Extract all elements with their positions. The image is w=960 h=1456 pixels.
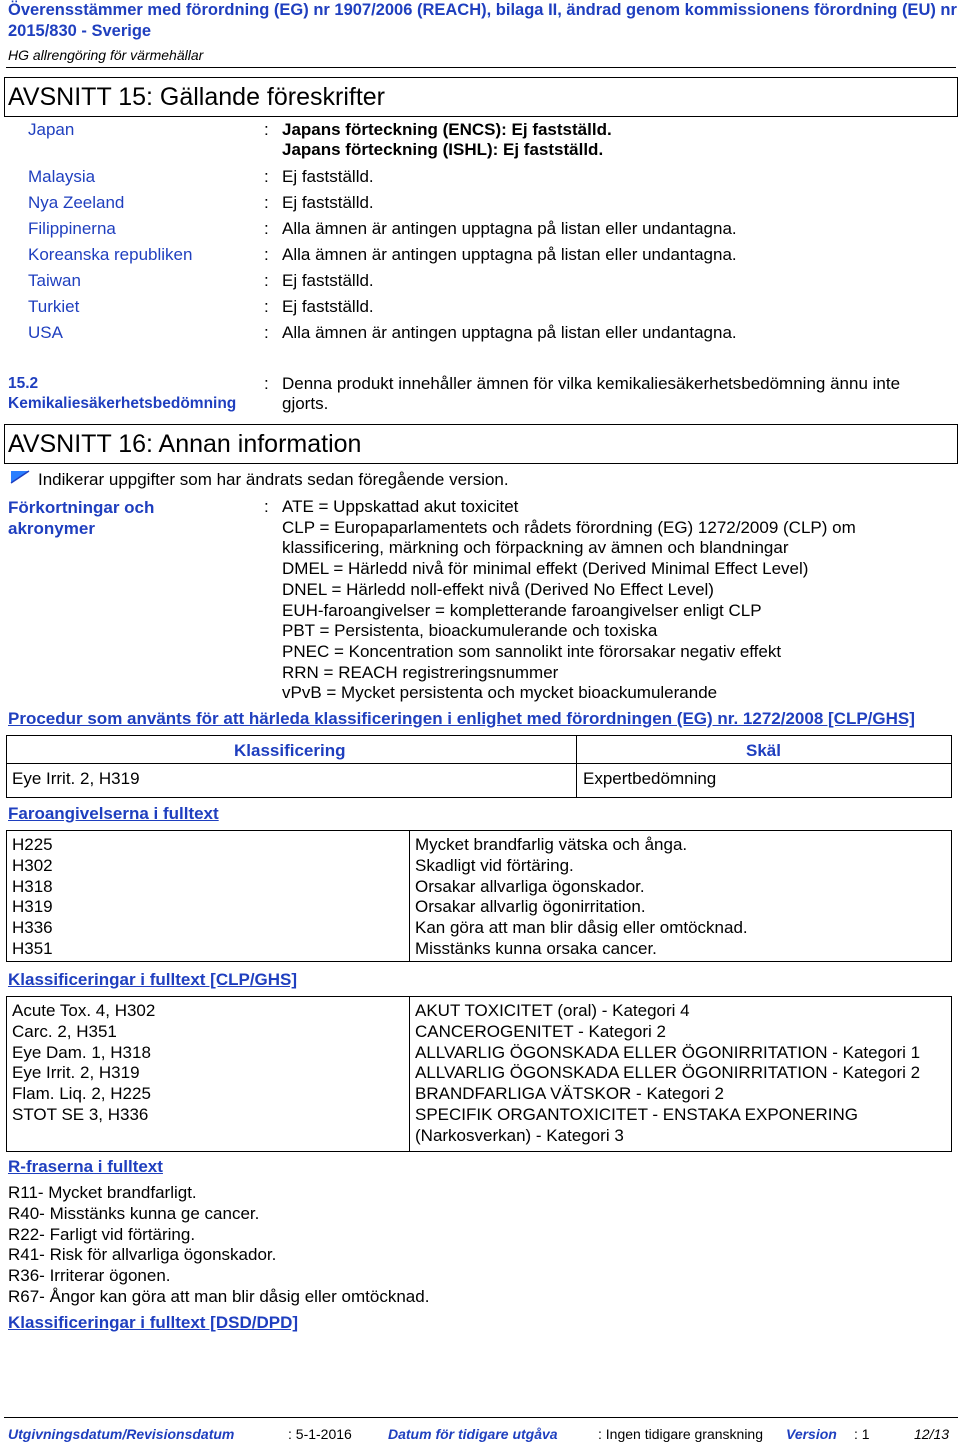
colon: : xyxy=(264,193,269,212)
clp-codes-list xyxy=(12,1001,155,1126)
h-code: H318 xyxy=(12,876,53,896)
abbreviation-item: PBT = Persistenta, bioackumulerande och toxiska xyxy=(282,621,658,641)
abbreviations-label-line1: Förkortningar och xyxy=(8,498,155,517)
row-label-taiwan: Taiwan xyxy=(28,271,81,290)
abbreviation-item: CLP = Europaparlamentets och rådets förordning (EG) 1272/2009 (CLP) om xyxy=(282,517,856,537)
row-label-turkey: Turkiet xyxy=(28,297,80,316)
clp-text: ALLVARLIG ÖGONSKADA ELLER ÖGONIRRITATION - Kategori 1 xyxy=(415,1042,921,1062)
h-text: Orsakar allvarlig ögonirritation. xyxy=(415,897,646,917)
colon: : xyxy=(264,219,269,238)
row-label-philippines: Filippinerna xyxy=(28,219,116,238)
h-text: Orsakar allvarliga ögonskador. xyxy=(415,876,645,896)
document-header-title: Överensstämmer med förordning (EG) nr 1907/2006 (REACH), bilaga II, ändrad genom kommissionens förordning (EU) nr 2015/830 - Sverige xyxy=(8,1,957,40)
row-label-new-zealand: Nya Zeeland xyxy=(28,193,125,212)
colon: : xyxy=(264,497,269,516)
clp-text: SPECIFIK ORGANTOXICITET - ENSTAKA EXPONERING xyxy=(415,1104,859,1124)
footer-prev-label: Datum för tidigare utgåva xyxy=(388,1426,558,1442)
assessment-title: Kemikaliesäkerhetsbedömning xyxy=(8,395,237,412)
colon: : xyxy=(264,374,269,393)
footer-version-label: Version xyxy=(786,1426,837,1442)
h-text: Skadligt vid förtäring. xyxy=(415,855,574,875)
clp-code: Flam. Liq. 2, H225 xyxy=(12,1084,151,1104)
abbreviation-item: DNEL = Härledd noll-effekt nivå (Derived No Effect Level) xyxy=(282,579,714,599)
section-15-title: AVSNITT 15: Gällande föreskrifter xyxy=(8,83,386,111)
abbreviations-label-line2: akronymer xyxy=(8,519,95,538)
clp-code: Acute Tox. 4, H302 xyxy=(12,1001,156,1020)
abbreviation-item: DMEL = Härledd nivå för minimal effekt (Derived Minimal Effect Level) xyxy=(282,559,809,579)
colon: : xyxy=(264,167,269,186)
h-statements-heading: Faroangivelserna i fulltext xyxy=(8,804,219,823)
h-text: Misstänks kunna orsaka cancer. xyxy=(415,938,657,958)
abbreviation-item: vPvB = Mycket persistenta och mycket bioackumulerande xyxy=(282,683,718,703)
h-texts-list xyxy=(415,835,748,960)
row-label-korea: Koreanska republiken xyxy=(28,245,193,264)
clp-code: Eye Irrit. 2, H319 xyxy=(12,1063,140,1083)
footer-prev-value: : Ingen tidigare granskning xyxy=(598,1426,763,1442)
row-value-new-zealand: Ej fastställd. xyxy=(282,193,374,212)
classification-table xyxy=(6,735,952,798)
h-text: Mycket brandfarlig vätska och ånga. xyxy=(415,835,688,854)
h-code: H336 xyxy=(12,918,53,938)
clp-text: (Narkosverkan) - Kategori 3 xyxy=(415,1125,624,1145)
h-text: Kan göra att man blir dåsig eller omtöcknad. xyxy=(415,918,748,938)
colon: : xyxy=(264,120,269,139)
colon: : xyxy=(264,271,269,290)
assessment-value-line1: Denna produkt innehåller ämnen för vilka kemikaliesäkerhetsbedömning ännu inte xyxy=(282,374,901,393)
abbreviations-label xyxy=(8,497,154,539)
clp-table xyxy=(6,996,952,1152)
row-label-usa: USA xyxy=(28,323,63,342)
row-value-japan: Japans förteckning (ENCS): Ej fastställd. xyxy=(282,120,612,139)
r-phrase: R40- Misstänks kunna ge cancer. xyxy=(8,1203,260,1223)
product-name: HG allrengöring för värmehällar xyxy=(8,47,204,63)
h-codes-list xyxy=(12,835,53,960)
footer-page-number: 12/13 xyxy=(914,1426,950,1442)
abbreviation-item: PNEC = Koncentration som sannolikt inte förorsakar negativ effekt xyxy=(282,641,782,661)
footer xyxy=(8,1425,956,1443)
footer-divider xyxy=(4,1417,958,1418)
section-16-title: AVSNITT 16: Annan information xyxy=(8,430,362,458)
assessment-label xyxy=(8,374,236,414)
h-code: H225 xyxy=(12,835,53,854)
clp-text: AKUT TOXICITET (oral) - Kategori 4 xyxy=(415,1001,690,1020)
colon: : xyxy=(264,297,269,316)
row-value-turkey: Ej fastställd. xyxy=(282,297,374,316)
header-divider xyxy=(6,67,956,68)
r-phrases-heading: R-fraserna i fulltext xyxy=(8,1157,163,1176)
clp-code: Carc. 2, H351 xyxy=(12,1021,117,1041)
abbreviation-item: RRN = REACH registreringsnummer xyxy=(282,662,559,682)
abbreviation-item: EUH-faroangivelser = kompletterande faroangivelser enligt CLP xyxy=(282,600,762,620)
clp-texts-list xyxy=(415,1001,920,1147)
dsd-heading: Klassificeringar i fulltext [DSD/DPD] xyxy=(8,1313,299,1332)
colon: : xyxy=(264,245,269,264)
section-15-heading xyxy=(4,77,958,117)
clp-code: STOT SE 3, H336 xyxy=(12,1104,149,1124)
clp-heading: Klassificeringar i fulltext [CLP/GHS] xyxy=(8,970,298,989)
clp-text: BRANDFARLIGA VÄTSKOR - Kategori 2 xyxy=(415,1084,724,1104)
colon: : xyxy=(264,323,269,342)
row-label-malaysia: Malaysia xyxy=(28,167,96,186)
abbreviations-list xyxy=(282,497,856,704)
change-marker-icon xyxy=(9,469,31,485)
table-cell-classification: Eye Irrit. 2, H319 xyxy=(12,769,140,788)
change-note: Indikerar uppgifter som har ändrats sedan föregående version. xyxy=(38,470,509,489)
r-phrase: R36- Irriterar ögonen. xyxy=(8,1266,171,1286)
procedure-heading: Procedur som använts för att härleda klassificeringen i enlighet med förordningen (EG) nr. 1272/2008 [CLP/GHS] xyxy=(8,709,915,728)
row-value-usa: Alla ämnen är antingen upptagna på listan eller undantagna. xyxy=(282,323,737,342)
abbreviation-item: klassificering, märkning och förpackning av ämnen och blandningar xyxy=(282,538,789,558)
row-label-japan: Japan xyxy=(28,120,75,139)
footer-date-value: : 5-1-2016 xyxy=(288,1426,352,1442)
row-value-philippines: Alla ämnen är antingen upptagna på listan eller undantagna. xyxy=(282,219,737,238)
assessment-value-line2: gjorts. xyxy=(282,394,329,413)
h-code: H351 xyxy=(12,938,53,958)
row-value-malaysia: Ej fastställd. xyxy=(282,167,374,186)
clp-code: Eye Dam. 1, H318 xyxy=(12,1042,151,1062)
r-phrase: R11- Mycket brandfarligt. xyxy=(8,1183,197,1202)
table-header-reason: Skäl xyxy=(746,741,781,760)
h-code: H302 xyxy=(12,855,53,875)
assessment-number: 15.2 xyxy=(8,375,39,392)
footer-date-label: Utgivningsdatum/Revisionsdatum xyxy=(8,1426,235,1442)
abbreviation-item: ATE = Uppskattad akut toxicitet xyxy=(282,497,519,516)
h-code: H319 xyxy=(12,897,53,917)
r-phrases-list xyxy=(8,1183,429,1308)
table-header-classification: Klassificering xyxy=(234,741,346,760)
r-phrase: R67- Ångor kan göra att man blir dåsig eller omtöcknad. xyxy=(8,1286,430,1306)
table-cell-reason: Expertbedömning xyxy=(583,769,717,788)
row-value-japan-ishl: Japans förteckning (ISHL): Ej fastställd. xyxy=(282,140,604,159)
r-phrase: R41- Risk för allvarliga ögonskador. xyxy=(8,1245,277,1265)
clp-text: CANCEROGENITET - Kategori 2 xyxy=(415,1021,666,1041)
section-16-heading xyxy=(4,424,958,464)
footer-version-value: : 1 xyxy=(854,1426,870,1442)
h-statements-table xyxy=(6,830,952,962)
clp-text: ALLVARLIG ÖGONSKADA ELLER ÖGONIRRITATION - Kategori 2 xyxy=(415,1063,921,1083)
row-value-taiwan: Ej fastställd. xyxy=(282,271,374,290)
r-phrase: R22- Farligt vid förtäring. xyxy=(8,1224,196,1244)
row-value-korea: Alla ämnen är antingen upptagna på listan eller undantagna. xyxy=(282,245,737,264)
